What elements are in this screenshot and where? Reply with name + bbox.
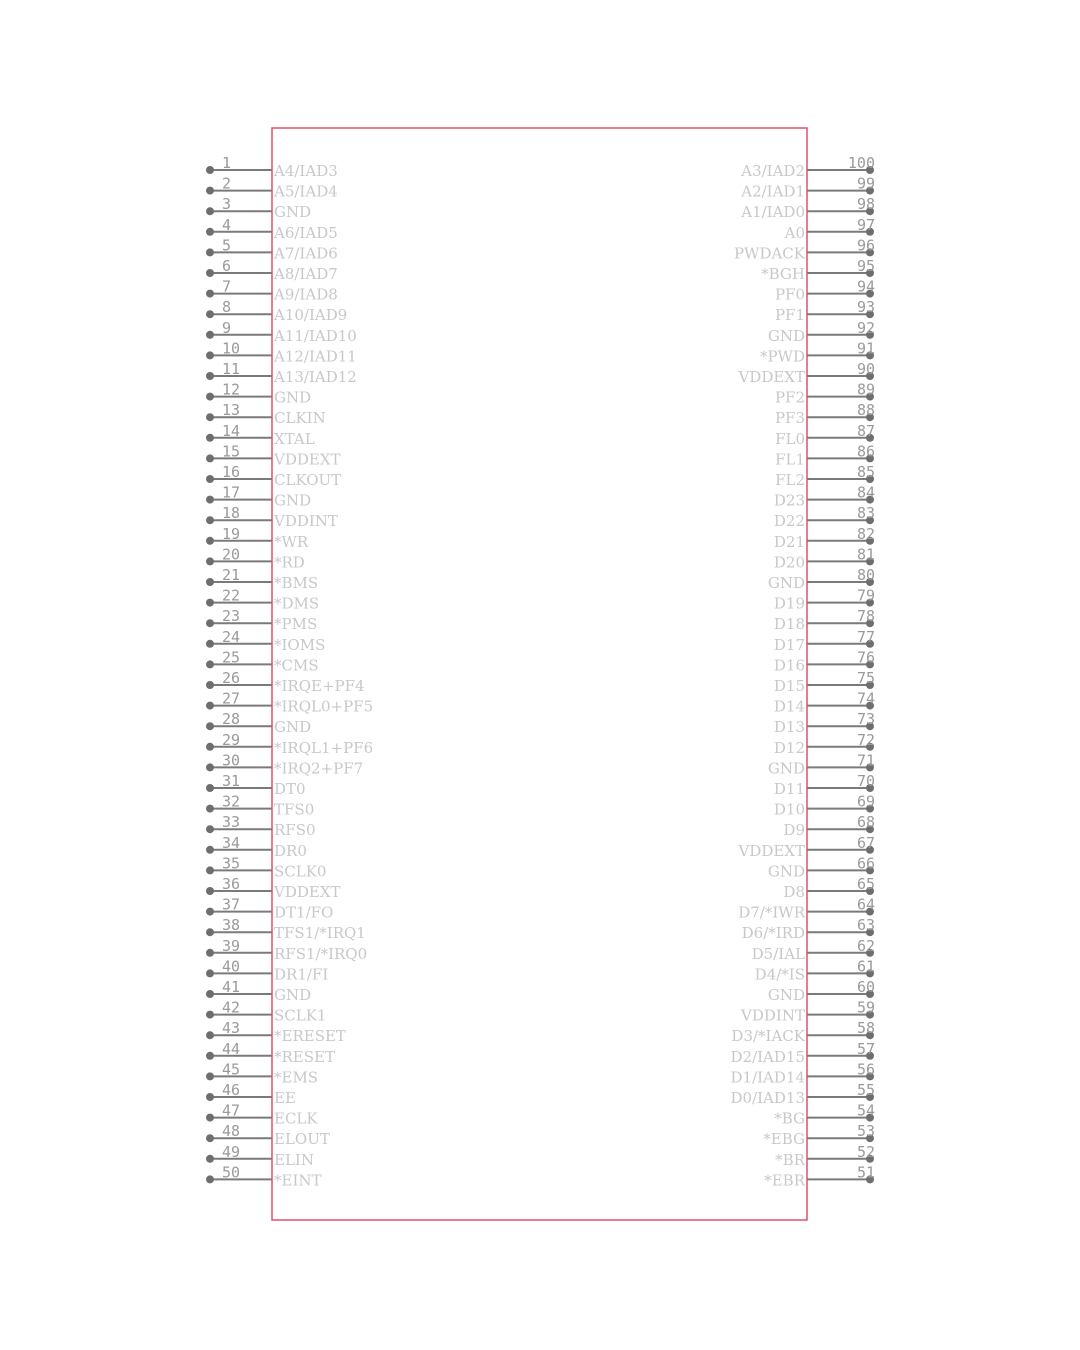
pin-number: 60 xyxy=(856,978,875,996)
pin-number: 27 xyxy=(222,689,241,708)
pin-number: 8 xyxy=(222,298,232,317)
pin-name-label: VDDEXT xyxy=(274,883,341,901)
pin-end-dot xyxy=(206,228,214,236)
pin-number: 37 xyxy=(222,895,241,914)
pin-end-dot xyxy=(206,640,214,648)
pin-number: 4 xyxy=(222,215,232,234)
pin-name-label: TFS0 xyxy=(274,800,315,819)
pin-number: 93 xyxy=(856,298,875,317)
pin-number: 30 xyxy=(222,751,241,770)
pin-end-dot xyxy=(206,187,214,195)
pin-number: 69 xyxy=(856,792,875,811)
pin-number: 54 xyxy=(856,1101,875,1120)
pin-number: 84 xyxy=(856,483,875,502)
pin-name-label: D21 xyxy=(773,532,805,551)
pin-number: 91 xyxy=(856,339,875,358)
pin-number: 45 xyxy=(222,1060,241,1079)
pin-end-dot xyxy=(206,681,214,689)
pin-name-label: *WR xyxy=(274,532,309,551)
pin-number: 13 xyxy=(222,401,241,420)
pin-number: 65 xyxy=(856,875,875,893)
pin-number: 100 xyxy=(847,154,875,172)
pin-name-label: *BG xyxy=(774,1109,805,1128)
pin-name-label: VDDEXT xyxy=(738,368,805,386)
pin-end-dot xyxy=(206,434,214,442)
pin-end-dot xyxy=(206,949,214,957)
pin-end-dot xyxy=(206,248,214,256)
pin-name-label: D3/*IACK xyxy=(731,1027,805,1046)
pin-number: 29 xyxy=(222,730,241,749)
pin-number: 12 xyxy=(222,380,241,399)
pin-number: 6 xyxy=(222,257,232,275)
pin-end-dot xyxy=(206,1052,214,1060)
right-pin xyxy=(737,360,875,386)
pin-name-label: D13 xyxy=(773,718,805,737)
pin-name-label: VDDEXT xyxy=(274,450,341,469)
pin-name-label: D15 xyxy=(773,677,805,695)
pin-name-label: PF0 xyxy=(774,285,805,304)
pin-name-label: D20 xyxy=(773,553,805,572)
pin-end-dot xyxy=(206,496,214,504)
pin-name-label: *CMS xyxy=(274,656,319,675)
pin-number: 63 xyxy=(856,916,875,935)
ic-body-outline xyxy=(272,128,807,1220)
pin-name-label: SCLK0 xyxy=(274,862,327,881)
pin-name-label: A11/IAD10 xyxy=(274,326,357,345)
pin-number: 74 xyxy=(856,689,875,708)
pin-end-dot xyxy=(206,866,214,874)
pin-name-label: A6/IAD5 xyxy=(274,223,338,242)
pin-end-dot xyxy=(206,1134,214,1142)
pin-number: 75 xyxy=(856,669,875,687)
pin-number: 5 xyxy=(222,236,232,255)
pin-end-dot xyxy=(206,516,214,524)
pin-name-label: RFS1/*IRQ0 xyxy=(274,944,368,963)
pin-name-label: D23 xyxy=(773,491,805,510)
pin-name-label: DR1/FI xyxy=(274,965,329,984)
pin-name-label: A3/IAD2 xyxy=(741,162,805,180)
pin-end-dot xyxy=(206,393,214,401)
pin-number: 14 xyxy=(222,421,241,440)
pin-name-label: D6/*IRD xyxy=(741,924,805,943)
pin-name-label: XTAL xyxy=(274,429,315,448)
pin-name-label: *BR xyxy=(775,1150,805,1169)
pin-number: 79 xyxy=(856,586,875,605)
pin-name-label: D16 xyxy=(773,656,805,675)
pin-number: 64 xyxy=(856,895,875,914)
pin-name-label: *RESET xyxy=(274,1047,335,1066)
pin-name-label: CLKIN xyxy=(274,409,326,428)
pin-number: 3 xyxy=(222,195,232,214)
pin-number: 43 xyxy=(222,1019,241,1038)
pin-name-label: RFS0 xyxy=(274,821,316,840)
pin-name-label: D4/*IS xyxy=(754,965,805,984)
pin-number: 57 xyxy=(856,1039,875,1058)
pin-number: 42 xyxy=(222,998,241,1017)
pin-end-dot xyxy=(206,1155,214,1163)
pin-number: 94 xyxy=(856,277,875,296)
right-pin xyxy=(737,834,875,860)
pin-number: 61 xyxy=(856,957,875,976)
pin-number: 52 xyxy=(856,1142,875,1161)
pin-number: 85 xyxy=(856,463,875,481)
pin-number: 77 xyxy=(856,627,875,646)
pin-name-label: A13/IAD12 xyxy=(274,368,357,386)
pin-number: 20 xyxy=(222,545,241,564)
pin-number: 11 xyxy=(222,360,241,378)
pin-name-label: A12/IAD11 xyxy=(274,347,357,366)
pin-name-label: D1/IAD14 xyxy=(730,1068,805,1087)
pin-number: 55 xyxy=(856,1081,875,1099)
pin-end-dot xyxy=(206,805,214,813)
pin-name-label: A5/IAD4 xyxy=(274,182,338,201)
pin-name-label: PF3 xyxy=(774,409,805,428)
pin-name-label: D5/IAL xyxy=(751,944,805,963)
pin-name-label: SCLK1 xyxy=(274,1006,327,1025)
pin-end-dot xyxy=(206,1093,214,1101)
pin-end-dot xyxy=(206,969,214,977)
pin-name-label: FL0 xyxy=(775,429,805,448)
pin-number: 22 xyxy=(222,586,241,605)
pin-number: 18 xyxy=(222,504,241,523)
pin-end-dot xyxy=(206,743,214,751)
pin-end-dot xyxy=(206,1175,214,1183)
pin-name-label: *IRQ2+PF7 xyxy=(274,759,364,778)
pin-name-label: *PWD xyxy=(759,347,805,366)
pin-number: 7 xyxy=(222,277,232,296)
pin-end-dot xyxy=(206,269,214,277)
pin-name-label: GND xyxy=(767,986,805,1004)
pin-end-dot xyxy=(206,825,214,833)
pin-number: 95 xyxy=(856,257,875,275)
pin-name-label: FL1 xyxy=(775,450,805,469)
pin-end-dot xyxy=(206,846,214,854)
pin-number: 23 xyxy=(222,607,241,626)
pin-number: 32 xyxy=(222,792,241,811)
pin-end-dot xyxy=(206,990,214,998)
pin-name-label: *BMS xyxy=(274,574,319,592)
pin-end-dot xyxy=(206,290,214,298)
pin-number: 53 xyxy=(856,1122,875,1141)
pin-number: 98 xyxy=(856,195,875,214)
pin-end-dot xyxy=(206,784,214,792)
pin-name-label: GND xyxy=(274,718,312,737)
pin-name-label: D19 xyxy=(773,594,805,613)
pin-name-label: A9/IAD8 xyxy=(274,285,338,304)
pin-end-dot xyxy=(206,166,214,174)
pin-name-label: D18 xyxy=(773,615,805,634)
pin-name-label: *ERESET xyxy=(274,1027,346,1046)
pin-name-label: GND xyxy=(767,574,805,592)
pin-name-label: DT1/FO xyxy=(274,903,334,922)
pin-number: 46 xyxy=(222,1081,241,1099)
pin-number: 72 xyxy=(856,730,875,749)
pin-number: 49 xyxy=(222,1142,241,1161)
pin-number: 83 xyxy=(856,504,875,523)
pin-name-label: *IRQL1+PF6 xyxy=(274,738,374,757)
pin-number: 9 xyxy=(222,318,232,337)
pin-number: 62 xyxy=(856,936,875,955)
pin-number: 25 xyxy=(222,648,241,667)
pin-number: 59 xyxy=(856,998,875,1017)
pin-name-label: D8 xyxy=(783,883,805,901)
pin-number: 86 xyxy=(856,442,875,461)
pin-number: 89 xyxy=(856,380,875,399)
pin-name-label: A10/IAD9 xyxy=(274,306,348,325)
pin-number: 38 xyxy=(222,916,241,935)
pin-number: 21 xyxy=(222,566,241,584)
pin-name-label: D2/IAD15 xyxy=(730,1047,805,1066)
pin-name-label: DR0 xyxy=(274,841,307,860)
pin-number: 41 xyxy=(222,978,241,996)
pin-name-label: TFS1/*IRQ1 xyxy=(274,924,366,943)
pin-name-label: *BGH xyxy=(761,265,805,283)
pin-number: 16 xyxy=(222,463,241,481)
left-pin-group xyxy=(206,154,373,1189)
pin-name-label: *EINT xyxy=(274,1171,322,1190)
pin-end-dot xyxy=(206,578,214,586)
pin-number: 15 xyxy=(222,442,241,461)
pin-end-dot xyxy=(206,722,214,730)
pin-number: 10 xyxy=(222,339,241,358)
pin-end-dot xyxy=(206,1011,214,1019)
pin-name-label: *PMS xyxy=(274,615,318,634)
pin-end-dot xyxy=(206,1072,214,1080)
pin-number: 96 xyxy=(856,236,875,255)
pin-number: 66 xyxy=(856,854,875,873)
pin-name-label: *RD xyxy=(274,553,305,572)
pin-end-dot xyxy=(206,702,214,710)
pin-number: 92 xyxy=(856,318,875,337)
pin-name-label: *IOMS xyxy=(274,635,326,654)
pin-number: 48 xyxy=(222,1122,241,1141)
pin-number: 51 xyxy=(856,1163,875,1182)
pin-number: 19 xyxy=(222,524,241,543)
pin-name-label: D17 xyxy=(773,635,805,654)
pin-name-label: VDDINT xyxy=(741,1006,805,1025)
pin-name-label: GND xyxy=(767,759,805,778)
pin-name-label: A4/IAD3 xyxy=(274,162,338,180)
pin-name-label: *EMS xyxy=(274,1068,319,1087)
pin-name-label: PF2 xyxy=(774,388,805,407)
pin-number: 24 xyxy=(222,627,241,646)
pin-name-label: D22 xyxy=(773,512,805,531)
pin-number: 81 xyxy=(856,545,875,564)
pin-number: 40 xyxy=(222,957,241,976)
pin-number: 33 xyxy=(222,813,241,832)
pin-name-label: PF1 xyxy=(774,306,805,325)
pin-name-label: D11 xyxy=(773,780,805,798)
pin-number: 50 xyxy=(222,1163,241,1182)
pin-end-dot xyxy=(206,599,214,607)
pin-number: 39 xyxy=(222,936,241,955)
pin-number: 80 xyxy=(856,566,875,584)
pin-number: 44 xyxy=(222,1039,241,1058)
pin-number: 34 xyxy=(222,833,241,852)
pin-end-dot xyxy=(206,1031,214,1039)
pin-number: 82 xyxy=(856,524,875,543)
pin-number: 73 xyxy=(856,710,875,729)
pin-name-label: PWDACK xyxy=(733,244,805,263)
pin-number: 17 xyxy=(222,483,241,502)
pin-name-label: A1/IAD0 xyxy=(741,203,805,222)
pin-end-dot xyxy=(206,928,214,936)
pin-name-label: D12 xyxy=(773,738,805,757)
pin-number: 71 xyxy=(856,751,875,770)
pin-name-label: *EBG xyxy=(763,1130,805,1149)
pin-name-label: ECLK xyxy=(274,1109,318,1128)
pin-name-label: DT0 xyxy=(274,780,306,798)
pin-name-label: ELIN xyxy=(274,1150,314,1169)
pin-end-dot xyxy=(206,207,214,215)
pin-number: 26 xyxy=(222,669,241,687)
pin-name-label: GND xyxy=(767,326,805,345)
pin-name-label: *IRQL0+PF5 xyxy=(274,697,374,716)
pin-end-dot xyxy=(206,331,214,339)
pin-number: 88 xyxy=(856,401,875,420)
pin-number: 2 xyxy=(222,174,232,193)
pin-name-label: FL2 xyxy=(775,471,805,489)
pin-end-dot xyxy=(206,351,214,359)
pin-number: 76 xyxy=(856,648,875,667)
pin-name-label: GND xyxy=(274,986,312,1004)
pin-name-label: GND xyxy=(274,491,312,510)
pin-name-label: A2/IAD1 xyxy=(741,182,805,201)
pin-number: 28 xyxy=(222,710,241,729)
pin-number: 70 xyxy=(856,772,875,790)
pin-number: 35 xyxy=(222,854,241,873)
pin-name-label: *EBR xyxy=(764,1171,805,1190)
pin-end-dot xyxy=(206,537,214,545)
pin-number: 87 xyxy=(856,421,875,440)
pin-number: 78 xyxy=(856,607,875,626)
pin-end-dot xyxy=(206,413,214,421)
pin-name-label: D14 xyxy=(773,697,805,716)
pin-end-dot xyxy=(206,619,214,627)
pin-end-dot xyxy=(206,908,214,916)
pin-name-label: VDDINT xyxy=(274,512,338,531)
pin-name-label: *IRQE+PF4 xyxy=(274,677,365,695)
pin-end-dot xyxy=(206,475,214,483)
pin-number: 67 xyxy=(856,833,875,852)
pin-number: 68 xyxy=(856,813,875,832)
pin-end-dot xyxy=(206,1114,214,1122)
pin-name-label: A0 xyxy=(784,223,805,242)
pin-name-label: EE xyxy=(274,1089,296,1107)
pin-number: 1 xyxy=(222,154,232,172)
pin-end-dot xyxy=(206,557,214,565)
pin-name-label: D0/IAD13 xyxy=(730,1089,805,1107)
pin-number: 97 xyxy=(856,215,875,234)
pin-name-label: ELOUT xyxy=(274,1130,330,1149)
pin-name-label: GND xyxy=(274,388,312,407)
pin-name-label: A8/IAD7 xyxy=(274,265,338,283)
pin-number: 90 xyxy=(856,360,875,378)
pin-name-label: D10 xyxy=(773,800,805,819)
pin-name-label: GND xyxy=(274,203,312,222)
pin-name-label: A7/IAD6 xyxy=(274,244,338,263)
pin-name-label: VDDEXT xyxy=(738,841,805,860)
pin-name-label: *DMS xyxy=(274,594,320,613)
pin-name-label: D7/*IWR xyxy=(738,903,805,922)
right-pin-group xyxy=(731,154,876,1189)
pin-number: 36 xyxy=(222,875,241,893)
pin-number: 47 xyxy=(222,1101,241,1120)
pin-number: 31 xyxy=(222,772,241,790)
pin-name-label: CLKOUT xyxy=(274,471,342,489)
pin-end-dot xyxy=(206,310,214,318)
pin-end-dot xyxy=(206,660,214,668)
pin-name-label: GND xyxy=(767,862,805,881)
pin-end-dot xyxy=(206,763,214,771)
pin-end-dot xyxy=(206,887,214,895)
pin-number: 56 xyxy=(856,1060,875,1079)
pin-end-dot xyxy=(206,454,214,462)
pin-name-label: D9 xyxy=(783,821,805,840)
pin-number: 99 xyxy=(856,174,875,193)
pin-end-dot xyxy=(206,372,214,380)
pin-number: 58 xyxy=(856,1019,875,1038)
